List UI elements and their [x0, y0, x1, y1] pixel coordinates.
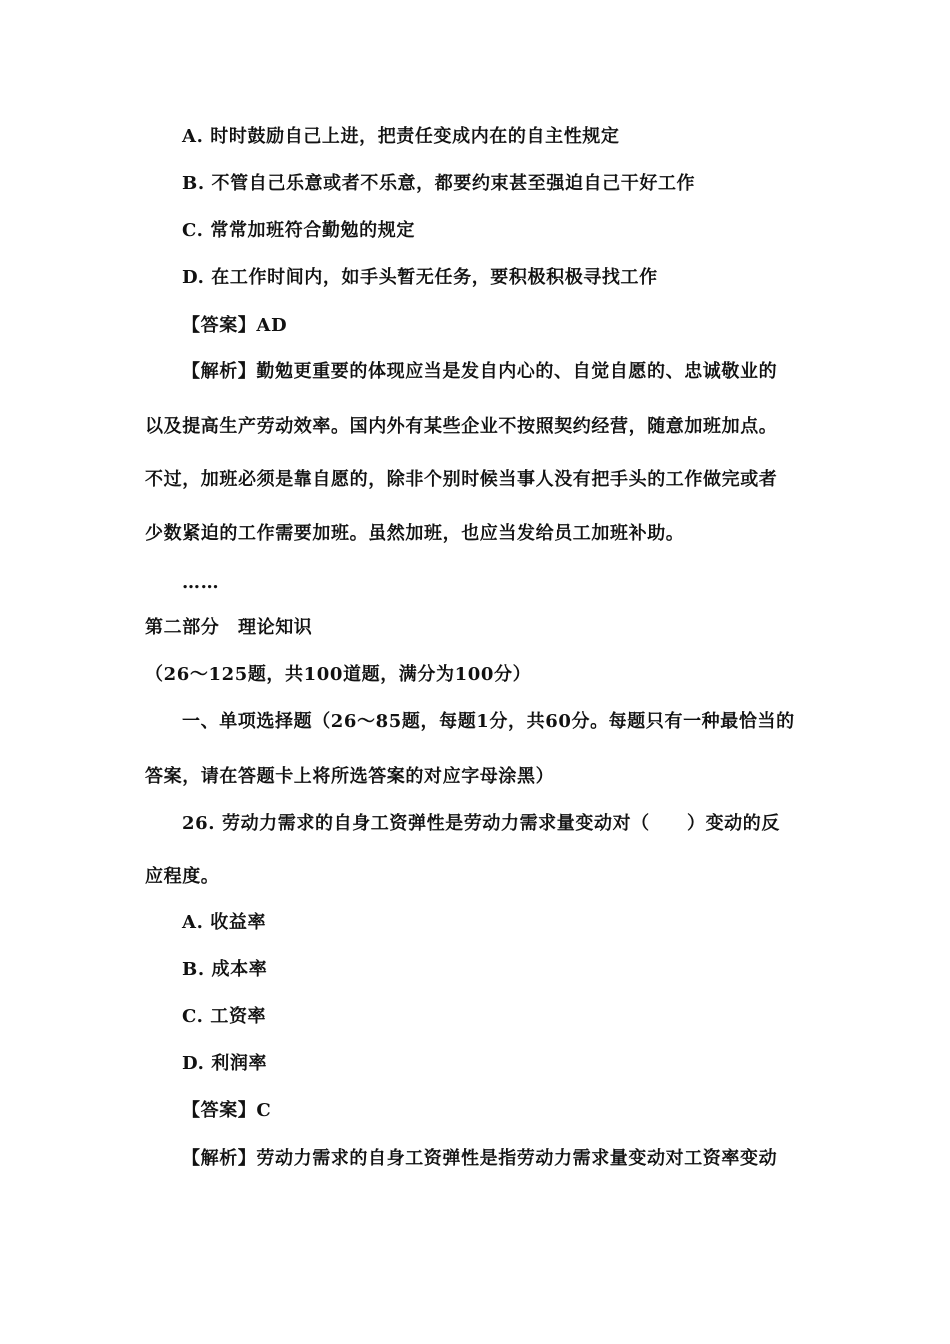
q25-analysis-line-2: 以及提高生产劳动效率。国内外有某些企业不按照契约经营，随意加班加点。	[145, 416, 778, 437]
q25-option-d: D. 在工作时间内，如手头暂无任务，要积极积极寻找工作	[182, 267, 658, 288]
part-title: 第二部分 理论知识	[145, 617, 313, 638]
part-scope: （26～125题，共100道题，满分为100分）	[145, 664, 532, 685]
q26-option-a: A. 收益率	[182, 912, 267, 933]
section-heading-line-1: 一、单项选择题（26～85题，每题1分，共60分。每题只有一种最恰当的	[182, 711, 795, 732]
q25-analysis-line-3: 不过，加班必须是靠自愿的，除非个别时候当事人没有把手头的工作做完或者	[145, 469, 778, 490]
section-heading-line-2: 答案，请在答题卡上将所选答案的对应字母涂黑）	[145, 766, 555, 787]
q26-stem-line-1: 26. 劳动力需求的自身工资弹性是劳动力需求量变动对（ ）变动的反	[182, 813, 780, 834]
ellipsis: ……	[182, 572, 220, 593]
q25-option-c: C. 常常加班符合勤勉的规定	[182, 220, 415, 241]
q26-option-b: B. 成本率	[182, 959, 268, 980]
q25-option-a: A. 时时鼓励自己上进，把责任变成内在的自主性规定	[182, 126, 620, 147]
q26-answer: 【答案】C	[182, 1100, 272, 1121]
q26-option-c: C. 工资率	[182, 1006, 267, 1027]
q26-option-d: D. 利润率	[182, 1053, 268, 1074]
q25-answer: 【答案】AD	[182, 315, 288, 336]
q26-stem-line-2: 应程度。	[145, 866, 220, 887]
q26-analysis-line-1: 【解析】劳动力需求的自身工资弹性是指劳动力需求量变动对工资率变动	[182, 1148, 778, 1169]
q25-analysis-line-4: 少数紧迫的工作需要加班。虽然加班，也应当发给员工加班补助。	[145, 523, 685, 544]
q25-option-b: B. 不管自己乐意或者不乐意，都要约束甚至强迫自己干好工作	[182, 173, 696, 194]
q25-analysis-line-1: 【解析】勤勉更重要的体现应当是发自内心的、自觉自愿的、忠诚敬业的	[182, 361, 778, 382]
